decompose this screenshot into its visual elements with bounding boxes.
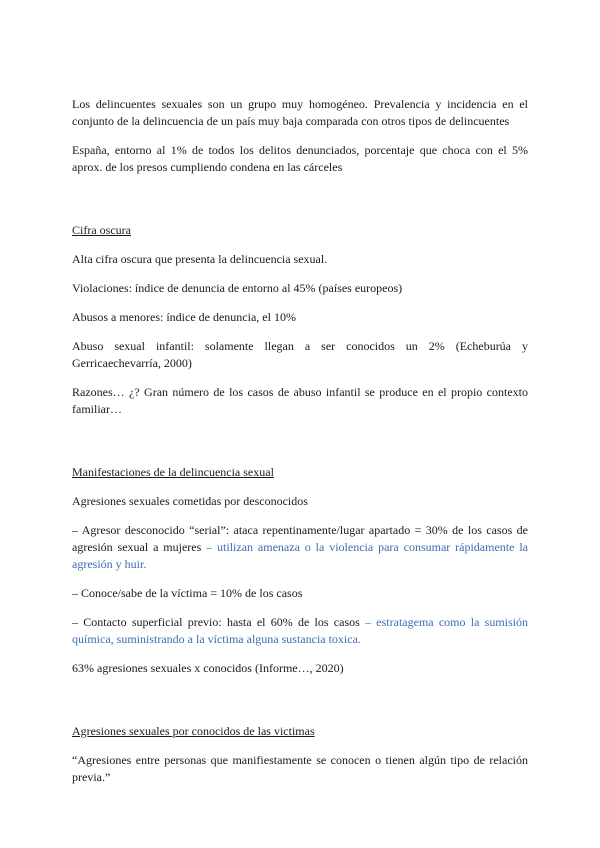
- manifestaciones-subheading: Agresiones sexuales cometidas por desconocidos: [72, 494, 308, 508]
- item-1-text: – Agresor desconocido “serial”: ataca repentinamente/lugar apartado = 30% de los casos de agresión sexual a mujeres: [72, 523, 528, 554]
- manifestaciones-item-2: – Conoce/sabe de la víctima = 10% de los casos: [72, 586, 303, 600]
- intro-paragraph-2: España, entorno al 1% de todos los delitos denunciados, porcentaje que choca con el 5% aprox. de los presos cumpliendo condena en las cárceles: [72, 143, 528, 174]
- section-heading-conocidos: Agresiones sexuales por conocidos de las victimas: [72, 724, 315, 738]
- item-3-blue-note: – estratagema como la sumisión química, suministrando a la víctima alguna sustancia toxica.: [72, 615, 529, 646]
- cifra-oscura-paragraph-2: Violaciones: índice de denuncia de entorno al 45% (países europeos): [72, 281, 403, 295]
- manifestaciones-item-3: [72, 614, 528, 648]
- cifra-oscura-paragraph-4: Abuso sexual infantil: solamente llegan a ser conocidos un 2% (Echeburúa y Gerricaechevarría, 2000): [72, 339, 528, 370]
- item-1-blue-note: – utilizan amenaza o la violencia para consumar rápidamente la agresión y huir.: [72, 540, 529, 571]
- item-3-text: – Contacto superficial previo: hasta el 60% de los casos: [72, 615, 366, 629]
- cifra-oscura-paragraph-5: Razones… ¿? Gran número de los casos de abuso infantil se produce en el propio contexto familiar…: [72, 385, 528, 416]
- intro-paragraph-1: Los delincuentes sexuales son un grupo muy homogéneo. Prevalencia y incidencia en el conjunto de la delincuencia de un país muy baja comparada con otros tipos de delincuentes: [72, 97, 528, 128]
- cifra-oscura-paragraph-1: Alta cifra oscura que presenta la delincuencia sexual.: [72, 252, 328, 266]
- section-heading-cifra-oscura: Cifra oscura: [72, 223, 131, 237]
- conocidos-quote: “Agresiones entre personas que manifiestamente se conocen o tienen algún tipo de relación previa.”: [72, 753, 528, 784]
- document-page: [72, 96, 528, 786]
- cifra-oscura-paragraph-3: Abusos a menores: índice de denuncia, el 10%: [72, 310, 296, 324]
- manifestaciones-stat: 63% agresiones sexuales x conocidos (Informe…, 2020): [72, 661, 344, 675]
- section-heading-manifestaciones: Manifestaciones de la delincuencia sexual: [72, 465, 274, 479]
- manifestaciones-item-1: [72, 522, 528, 573]
